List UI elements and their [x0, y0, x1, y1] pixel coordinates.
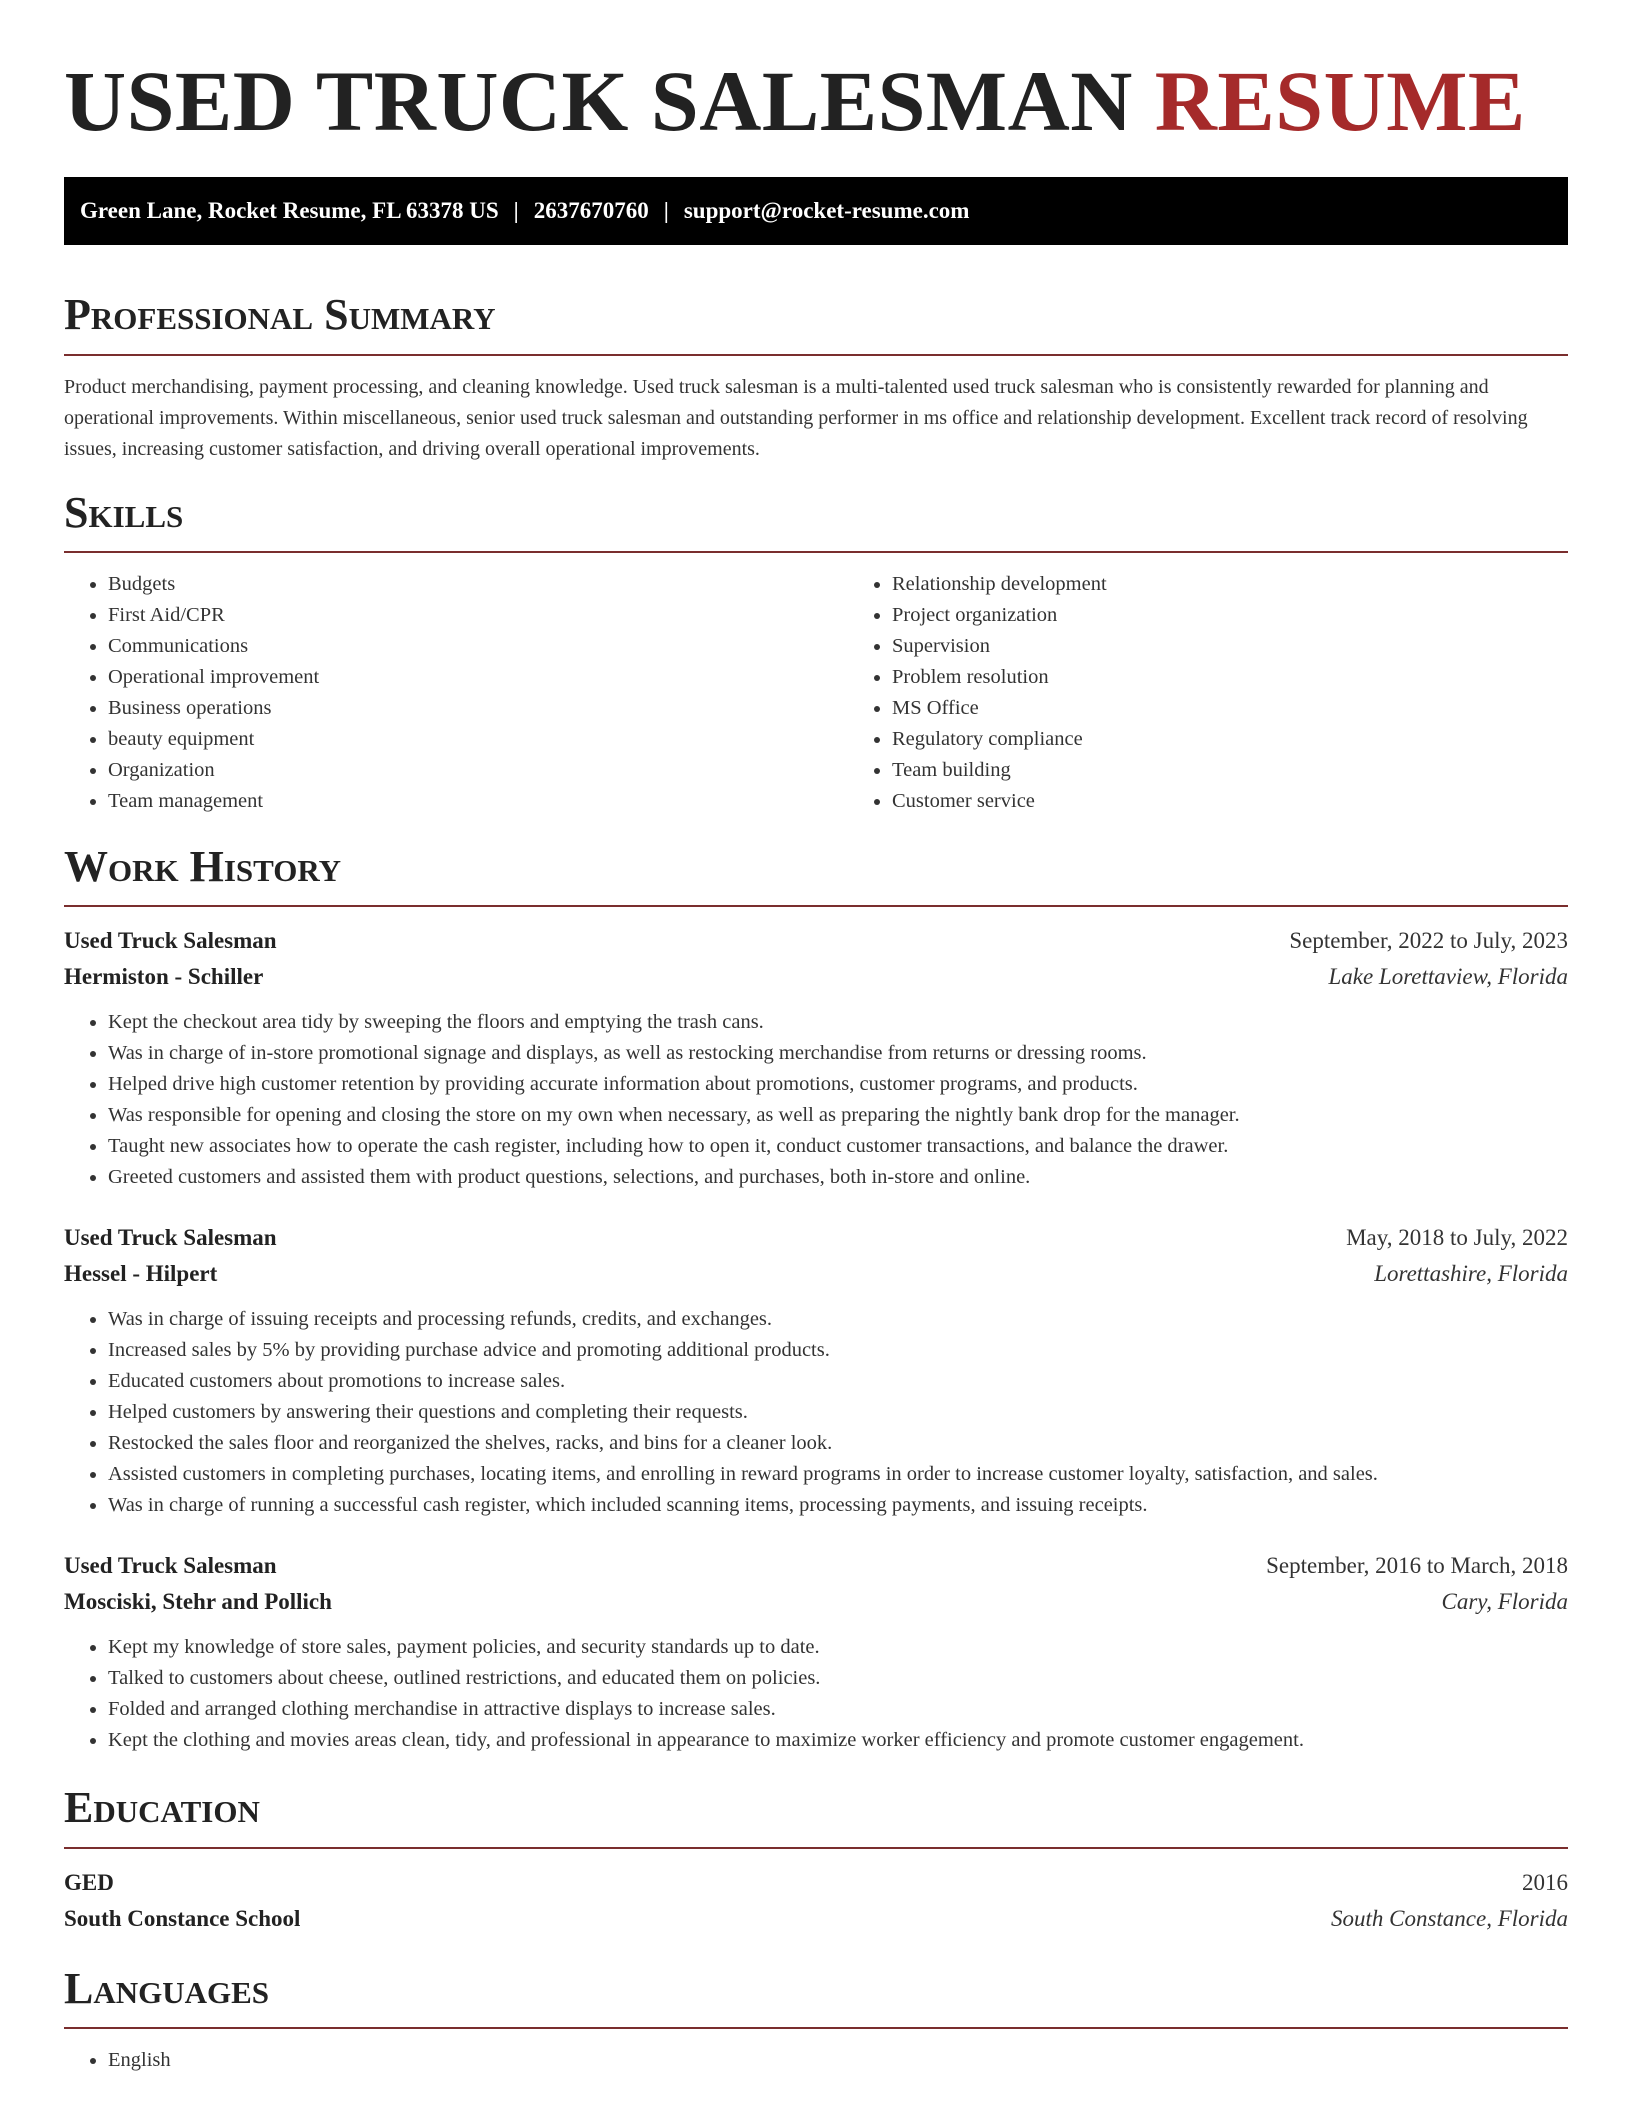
skill-item: • Project organization	[892, 600, 1632, 631]
language-item: • English	[108, 2045, 1568, 2076]
education-year: 2016	[1522, 1869, 1568, 1895]
job-bullet: • Restocked the sales floor and reorganized the shelves, racks, and bins for a cleaner look.	[108, 1428, 1568, 1459]
contact-email: support@rocket-resume.com	[683, 198, 970, 224]
job-company: Hermiston - Schiller	[64, 964, 264, 990]
job-company: Hessel - Hilpert	[64, 1261, 218, 1287]
job-header-row	[64, 1220, 1568, 1256]
skill-item: • Budgets	[108, 569, 848, 600]
section-divider	[64, 354, 1568, 356]
summary-text: Product merchandising, payment processing, and cleaning knowledge. Used truck salesman is a multi-talented used truck salesman who is consistently rewarded for planning and operational improvements. Within miscellaneous, senior used truck salesman and outstanding performer in ms office and relationship development. Excellent track record of resolving issues, increasing customer satisfaction, and driving overall operational improvements.	[64, 375, 1528, 460]
job-dates: September, 2016 to March, 2018	[1266, 1553, 1568, 1579]
education-location: South Constance, Florida	[1330, 1905, 1568, 1931]
title-main: USED TRUCK SALESMAN	[64, 53, 1133, 149]
title-accent: RESUME	[1154, 53, 1526, 149]
education-school-row	[64, 1901, 1568, 1937]
skills-columns	[64, 569, 1568, 817]
section-divider	[64, 1847, 1568, 1849]
section-divider	[64, 2027, 1568, 2029]
section-divider	[64, 551, 1568, 553]
job-bullets	[64, 1632, 1568, 1756]
job-bullet: • Helped customers by answering their questions and completing their requests.	[108, 1397, 1568, 1428]
job-bullet: • Was in charge of in-store promotional signage and displays, as well as restocking merchandise from returns or dressing rooms.	[108, 1038, 1568, 1069]
job-bullet: • Was responsible for opening and closing the store on my own when necessary, as well as preparing the nightly bank drop for the manager.	[108, 1100, 1568, 1131]
skills-list-right	[848, 569, 1632, 817]
contact-separator: |	[663, 198, 669, 224]
section-heading-languages: Languages	[64, 1963, 270, 2013]
job-role: Used Truck Salesman	[64, 1225, 277, 1251]
skill-item: • Regulatory compliance	[892, 724, 1632, 755]
job-entry	[64, 1220, 1568, 1521]
skill-item: • First Aid/CPR	[108, 600, 848, 631]
job-dates: September, 2022 to July, 2023	[1289, 928, 1568, 954]
section-heading-education: Education	[64, 1783, 260, 1833]
education-degree: GED	[64, 1869, 114, 1895]
education-school: South Constance School	[64, 1905, 301, 1931]
job-bullet: • Greeted customers and assisted them with product questions, selections, and purchases, both in-store and online.	[108, 1162, 1568, 1193]
section-heading-summary: Professional Summary	[64, 290, 496, 340]
skill-item: • Business operations	[108, 693, 848, 724]
languages-list	[64, 2045, 1568, 2076]
section-divider	[64, 905, 1568, 907]
job-role: Used Truck Salesman	[64, 928, 277, 954]
section-heading-skills: Skills	[64, 487, 184, 537]
job-bullets	[64, 1304, 1568, 1521]
job-dates: May, 2018 to July, 2022	[1346, 1225, 1568, 1251]
contact-phone: 2637670760	[533, 198, 649, 224]
job-bullet: • Kept the checkout area tidy by sweeping the floors and emptying the trash cans.	[108, 1007, 1568, 1038]
skills-list-left	[64, 569, 848, 817]
work-history-section	[64, 843, 1568, 1756]
education-degree-row	[64, 1865, 1568, 1901]
skill-item: • Relationship development	[892, 569, 1632, 600]
contact-bar	[64, 177, 1568, 245]
education-section	[64, 1784, 1568, 1936]
skill-item: • Communications	[108, 631, 848, 662]
job-bullet: • Assisted customers in completing purchases, locating items, and enrolling in reward programs in order to increase customer loyalty, satisfaction, and sales.	[108, 1459, 1568, 1490]
job-company-row	[64, 1584, 1568, 1620]
job-bullet: • Folded and arranged clothing merchandise in attractive displays to increase sales.	[108, 1694, 1568, 1725]
education-entry	[64, 1865, 1568, 1937]
skill-item: • Team building	[892, 755, 1632, 786]
job-location: Cary, Florida	[1441, 1589, 1568, 1615]
skills-section	[64, 489, 1568, 817]
skill-item: • Organization	[108, 755, 848, 786]
job-bullet: • Was in charge of running a successful cash register, which included scanning items, processing payments, and issuing receipts.	[108, 1490, 1568, 1521]
job-bullet: • Kept my knowledge of store sales, payment policies, and security standards up to date.	[108, 1632, 1568, 1663]
contact-separator: |	[513, 198, 519, 224]
resume-title	[64, 50, 1568, 153]
job-company-row	[64, 1256, 1568, 1292]
job-company: Mosciski, Stehr and Pollich	[64, 1589, 332, 1615]
job-bullet: • Was in charge of issuing receipts and processing refunds, credits, and exchanges.	[108, 1304, 1568, 1335]
job-company-row	[64, 959, 1568, 995]
job-bullet: • Kept the clothing and movies areas clean, tidy, and professional in appearance to maximize worker efficiency and promote customer engagement.	[108, 1725, 1568, 1756]
skill-item: • MS Office	[892, 693, 1632, 724]
job-bullets	[64, 1007, 1568, 1193]
job-entry	[64, 923, 1568, 1193]
job-location: Lorettashire, Florida	[1374, 1261, 1568, 1287]
job-header-row	[64, 923, 1568, 959]
skill-item: • Team management	[108, 786, 848, 817]
job-bullet: • Educated customers about promotions to increase sales.	[108, 1366, 1568, 1397]
job-bullet: • Taught new associates how to operate the cash register, including how to open it, conduct customer transactions, and balance the drawer.	[108, 1131, 1568, 1162]
skill-item: • Operational improvement	[108, 662, 848, 693]
contact-address: Green Lane, Rocket Resume, FL 63378 US	[80, 198, 499, 224]
skill-item: • Customer service	[892, 786, 1632, 817]
skill-item: • Supervision	[892, 631, 1632, 662]
section-heading-work-history: Work History	[64, 841, 342, 891]
job-entry	[64, 1548, 1568, 1756]
job-bullet: • Talked to customers about cheese, outlined restrictions, and educated them on policies.	[108, 1663, 1568, 1694]
job-location: Lake Lorettaview, Florida	[1328, 964, 1568, 990]
job-header-row	[64, 1548, 1568, 1584]
skill-item: • beauty equipment	[108, 724, 848, 755]
job-role: Used Truck Salesman	[64, 1553, 277, 1579]
job-bullet: • Increased sales by 5% by providing purchase advice and promoting additional products.	[108, 1335, 1568, 1366]
job-bullet: • Helped drive high customer retention by providing accurate information about promotions, customer programs, and products.	[108, 1069, 1568, 1100]
summary-section	[64, 291, 1568, 464]
skill-item: • Problem resolution	[892, 662, 1632, 693]
languages-section	[64, 1965, 1568, 2076]
